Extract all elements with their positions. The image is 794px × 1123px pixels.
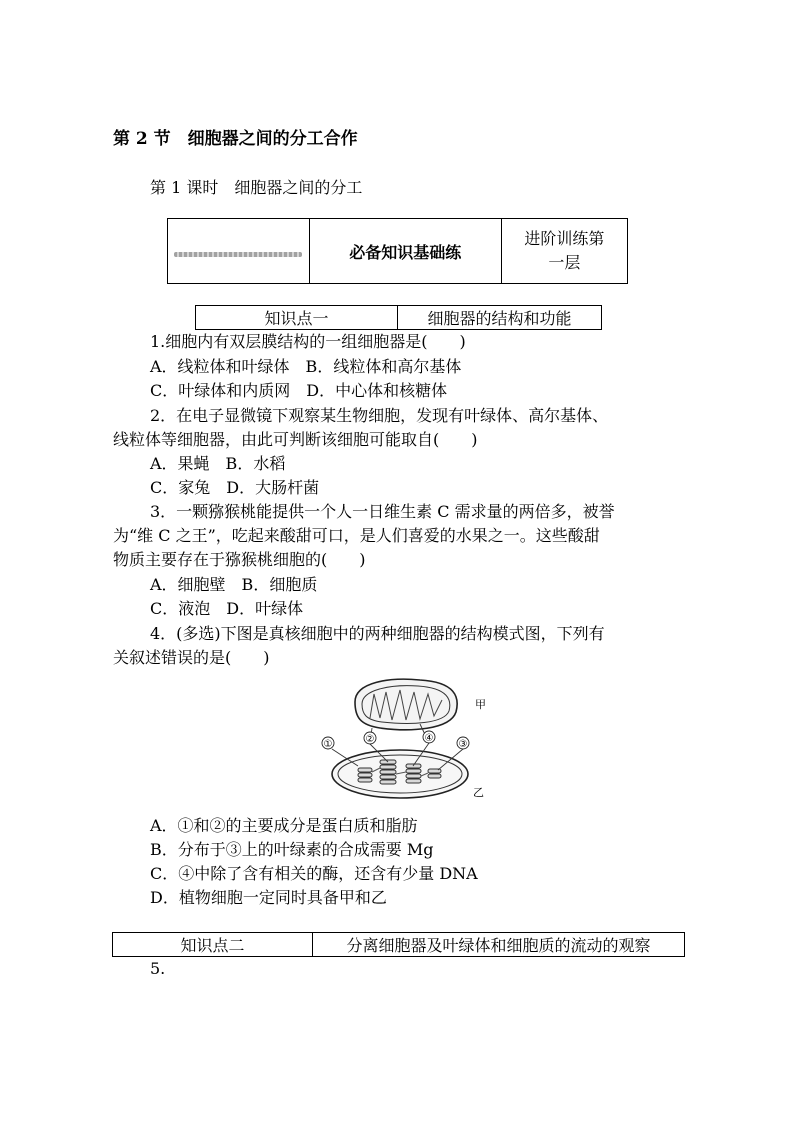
section-title: 第 2 节 细胞器之间的分工合作 [113,129,358,149]
header-logo-cell [168,219,310,284]
q1-options-cd: C．叶绿体和内质网 D．中心体和核糖体 [150,381,448,400]
figure-label-1: ① [323,739,333,750]
figure-label-yi: 乙 [473,786,484,799]
q4-option-c: C．④中除了含有相关的酶，还含有少量 DNA [150,864,478,883]
q4-option-a: A．①和②的主要成分是蛋白质和脂肪 [150,816,418,835]
q4-stem-line1: 4．(多选)下图是真核细胞中的两种细胞器的结构模式图，下列有 [150,624,605,643]
q2-stem-line2: 线粒体等细胞器，由此可判断该细胞可能取自( ) [113,430,478,449]
q4-option-d: D．植物细胞一定同时具备甲和乙 [150,888,387,907]
organelle-figure [310,672,500,812]
q3-options-ab: A．细胞壁 B．细胞质 [150,575,318,594]
figure-label-2: ② [365,734,375,745]
header-right-line2: 一层 [548,253,581,272]
figure-label-3: ③ [458,739,468,750]
q3-stem-line2: 为“维 C 之王”，吃起来酸甜可口，是人们喜爱的水果之一。这些酸甜 [113,526,600,545]
header-right-cell [501,219,627,284]
kp2-label: 知识点二 [113,933,313,957]
chloroplast-diagram [332,750,468,798]
q4-option-b: B．分布于③上的叶绿素的合成需要 Mg [150,840,434,859]
q3-stem-line1: 3．一颗猕猴桃能提供一个人一日维生素 C 需求量的两倍多，被誉 [150,502,615,521]
q5-stem: 5. [150,959,166,978]
figure-label-4: ④ [424,733,434,744]
mitochondrion-diagram [355,679,457,730]
q1-options-ab: A．线粒体和叶绿体 B．线粒体和高尔基体 [150,357,462,376]
header-table [167,218,628,284]
q4-stem-line2: 关叙述错误的是( ) [113,648,270,667]
knowledge-point-1-table [195,305,602,330]
lesson-title: 第 1 课时 细胞器之间的分工 [150,178,363,197]
kp1-topic: 细胞器的结构和功能 [398,306,602,330]
header-middle-cell: 必备知识基础练 [309,219,501,284]
q2-options-ab: A．果蝇 B．水稻 [150,454,286,473]
figure-label-jia: 甲 [475,698,486,711]
q1-stem: 1.细胞内有双层膜结构的一组细胞器是( ) [150,332,466,351]
blurred-logo [174,252,302,257]
q2-stem-line1: 2．在电子显微镜下观察某生物细胞，发现有叶绿体、高尔基体、 [150,406,609,425]
q3-options-cd: C．液泡 D．叶绿体 [150,599,304,618]
q2-options-cd: C．家兔 D．大肠杆菌 [150,478,320,497]
q3-stem-line3: 物质主要存在于猕猴桃细胞的( ) [113,550,366,569]
kp1-label: 知识点一 [196,306,398,330]
knowledge-point-2-table [112,932,685,957]
header-right-line1: 进阶训练第 [524,229,605,248]
kp2-topic: 分离细胞器及叶绿体和细胞质的流动的观察 [313,933,685,957]
